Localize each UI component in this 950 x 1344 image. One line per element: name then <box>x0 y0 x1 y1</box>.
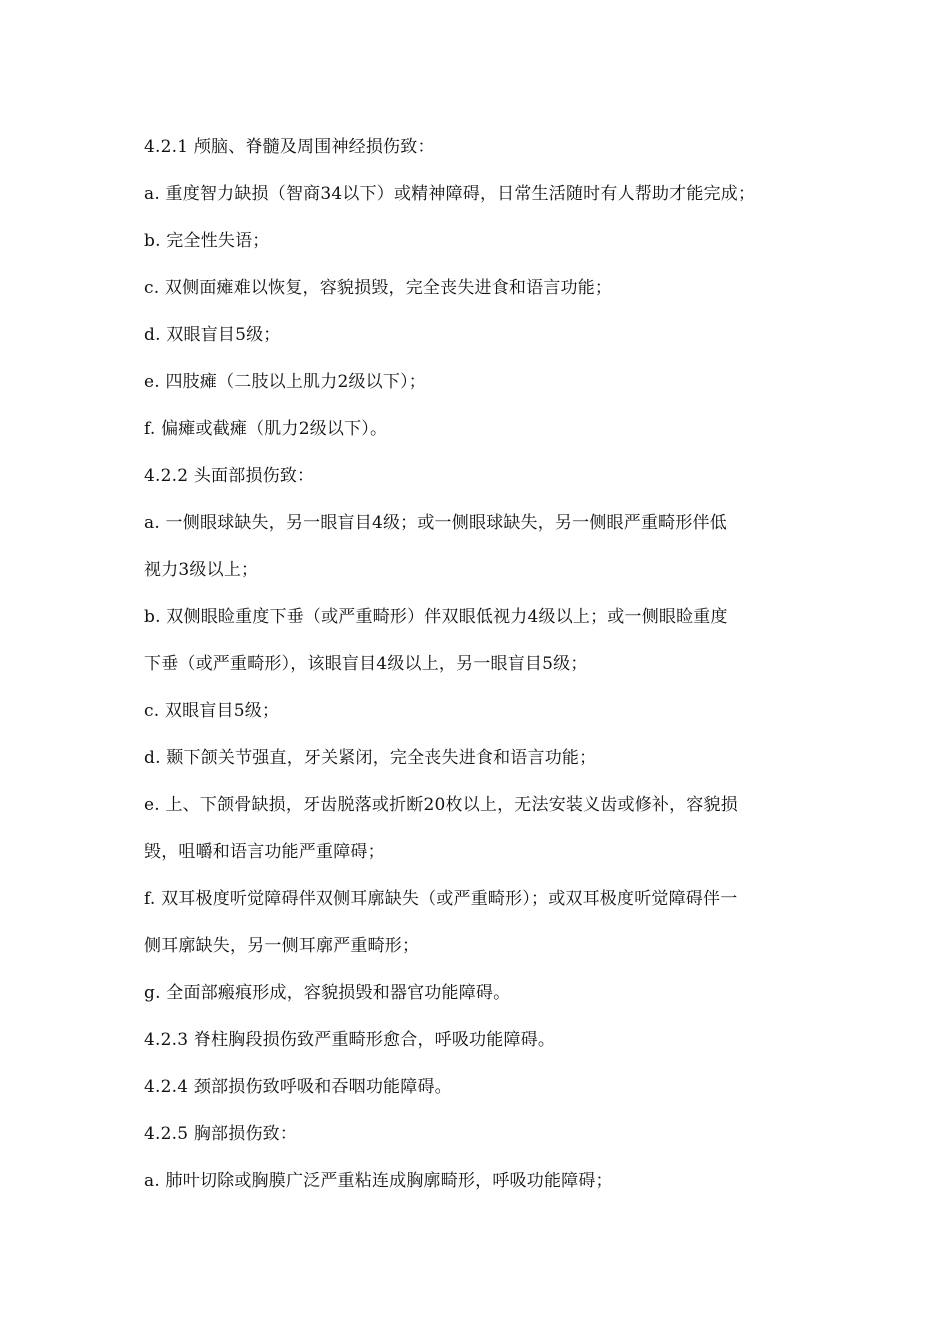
section-heading-4-2-5: 4.2.5 胸部损伤致： <box>144 1124 298 1144</box>
list-item-b: b. 完全性失语； <box>144 231 270 251</box>
list-item-c: c. 双侧面瘫难以恢复，容貌损毁，完全丧失进食和语言功能； <box>144 278 613 298</box>
section-heading-4-2-4: 4.2.4 颈部损伤致呼吸和吞咽功能障碍。 <box>144 1077 452 1097</box>
list-item-a: a. 重度智力缺损（智商34以下）或精神障碍，日常生活随时有人帮助才能完成； <box>144 184 756 204</box>
list-item-b: b. 双侧眼睑重度下垂（或严重畸形）伴双眼低视力4级以上；或一侧眼睑重度 <box>144 607 728 627</box>
document-body <box>144 132 814 1213</box>
list-item-continuation: 毁，咀嚼和语言功能严重障碍； <box>144 842 385 862</box>
list-item-e: e. 四肢瘫（二肢以上肌力2级以下）； <box>144 372 426 392</box>
list-item-continuation: 下垂（或严重畸形），该眼盲目4级以上，另一眼盲目5级； <box>144 654 588 674</box>
list-item-g: g. 全面部瘢痕形成，容貌损毁和器官功能障碍。 <box>144 983 511 1003</box>
section-heading-4-2-2: 4.2.2 头面部损伤致： <box>144 466 315 486</box>
list-item-e: e. 上、下颌骨缺损，牙齿脱落或折断20枚以上，无法安装义齿或修补，容貌损 <box>144 795 738 815</box>
list-item-c: c. 双眼盲目5级； <box>144 701 280 721</box>
list-item-a: a. 肺叶切除或胸膜广泛严重粘连成胸廓畸形，呼吸功能障碍； <box>144 1171 613 1191</box>
list-item-continuation: 视力3级以上； <box>144 560 259 580</box>
list-item-continuation: 侧耳廓缺失，另一侧耳廓严重畸形； <box>144 936 420 956</box>
list-item-a: a. 一侧眼球缺失，另一眼盲目4级；或一侧眼球缺失，另一侧眼严重畸形伴低 <box>144 513 727 533</box>
list-item-d: d. 双眼盲目5级； <box>144 325 281 345</box>
list-item-f: f. 双耳极度听觉障碍伴双侧耳廓缺失（或严重畸形）；或双耳极度听觉障碍伴一 <box>144 889 738 909</box>
list-item-f: f. 偏瘫或截瘫（肌力2级以下）。 <box>144 419 388 439</box>
section-heading-4-2-3: 4.2.3 脊柱胸段损伤致严重畸形愈合，呼吸功能障碍。 <box>144 1030 556 1050</box>
section-heading-4-2-1: 4.2.1 颅脑、脊髓及周围神经损伤致： <box>144 137 435 157</box>
list-item-d: d. 颞下颌关节强直，牙关紧闭，完全丧失进食和语言功能； <box>144 748 597 768</box>
